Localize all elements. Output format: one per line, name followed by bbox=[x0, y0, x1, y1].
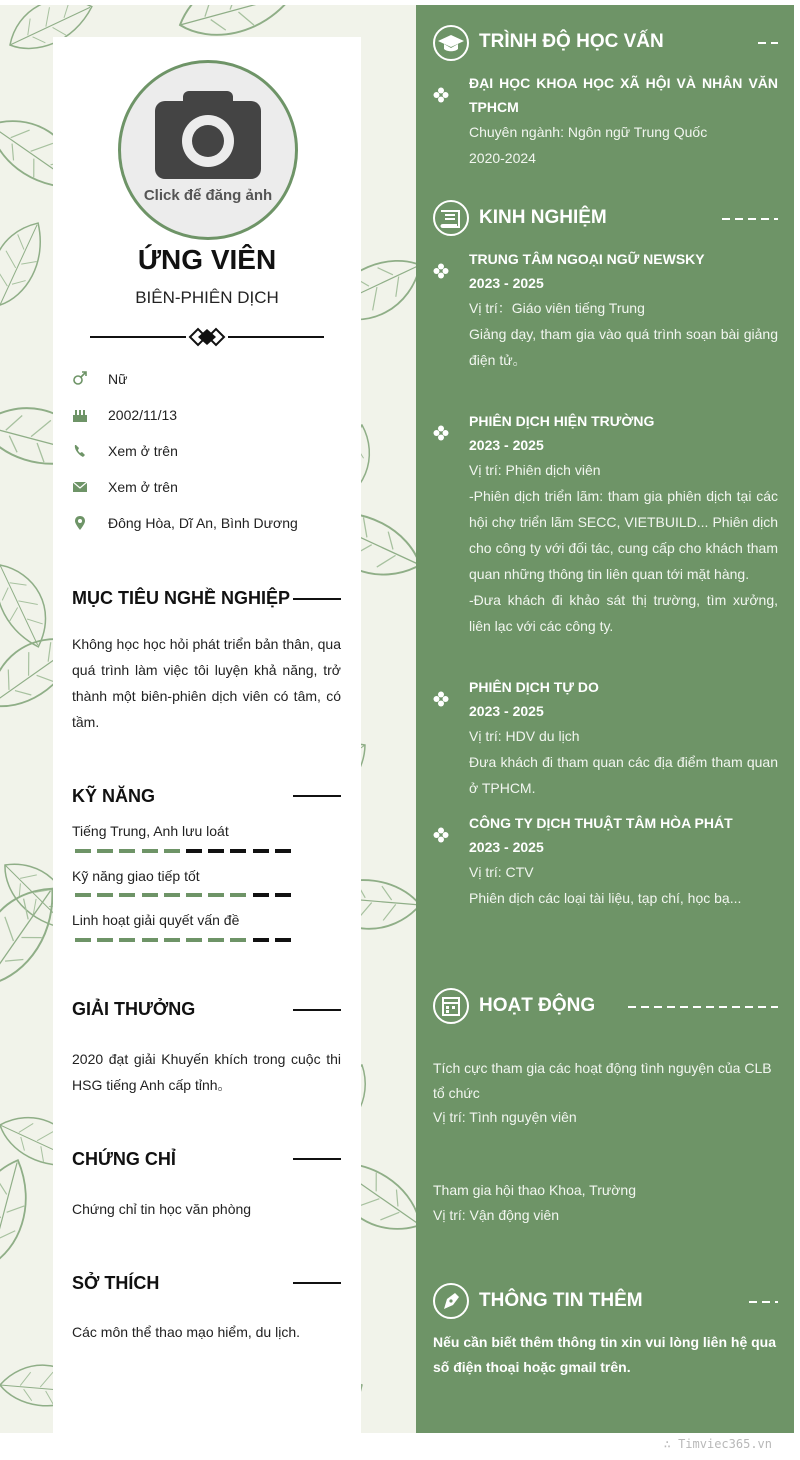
skill-segment bbox=[275, 938, 291, 942]
footer-brand-text: Timviec365.vn bbox=[678, 1437, 772, 1451]
skill-segment bbox=[142, 938, 158, 942]
exp-position: Vị trí: CTV bbox=[469, 864, 534, 880]
exp-period: 2023 - 2025 bbox=[469, 703, 544, 719]
flower-bullet-icon bbox=[433, 87, 449, 103]
skill-segment bbox=[275, 849, 291, 853]
exp-position: Vị trí：Giáo viên tiếng Trung bbox=[469, 300, 645, 316]
exp-company: PHIÊN DỊCH HIỆN TRƯỜNG bbox=[469, 413, 655, 429]
education-title: TRÌNH ĐỘ HỌC VẤN bbox=[479, 31, 664, 52]
skill-bar bbox=[75, 849, 297, 853]
experience-icon-circle bbox=[433, 200, 469, 236]
skill-segment bbox=[119, 849, 135, 853]
address-value: Đông Hòa, Dĩ An, Bình Dương bbox=[108, 515, 298, 531]
more-info-icon-circle bbox=[433, 1283, 469, 1319]
flower-bullet-icon bbox=[433, 827, 449, 843]
activity-text: Tham gia hội thao Khoa, Trường bbox=[433, 1182, 636, 1198]
education-school: ĐẠI HỌC KHOA HỌC XÃ HỘI VÀ NHÂN VĂN TPHCM bbox=[469, 75, 778, 115]
flower-bullet-icon bbox=[433, 425, 449, 441]
skill-segment bbox=[230, 849, 246, 853]
info-phone bbox=[72, 442, 362, 462]
skill-segment bbox=[75, 893, 91, 897]
email-value: Xem ở trên bbox=[108, 479, 178, 495]
exp-position: Vị trí: Phiên dịch viên bbox=[469, 462, 601, 478]
skill-segment bbox=[164, 938, 180, 942]
skill-segment bbox=[97, 849, 113, 853]
birthday-cake-icon bbox=[72, 407, 88, 423]
skill-segment bbox=[119, 938, 135, 942]
skill-label: Kỹ năng giao tiếp tốt bbox=[72, 868, 200, 884]
info-birthday bbox=[72, 406, 362, 426]
skill-segment bbox=[75, 938, 91, 942]
certificates-title: CHỨNG CHỈ bbox=[72, 1149, 176, 1169]
divider-ornament bbox=[90, 326, 324, 348]
skill-segment bbox=[97, 938, 113, 942]
skill-bar bbox=[75, 893, 297, 897]
skill-label: Tiếng Trung, Anh lưu loát bbox=[72, 823, 229, 839]
exp-description-2: -Đưa khách đi khảo sát thị trường, tìm xưởng, liên lạc với các công ty. bbox=[469, 592, 778, 634]
candidate-name: ỨNG VIÊN bbox=[137, 244, 277, 275]
skill-segment bbox=[142, 849, 158, 853]
skill-bar bbox=[75, 938, 297, 942]
exp-period: 2023 - 2025 bbox=[469, 437, 544, 453]
certificates-text: Chứng chỉ tin học văn phòng bbox=[72, 1201, 252, 1217]
phone-value: Xem ở trên bbox=[108, 443, 178, 459]
exp-position: Vị trí: HDV du lịch bbox=[469, 728, 580, 744]
education-dash bbox=[758, 42, 778, 44]
skill-segment bbox=[208, 849, 224, 853]
education-icon-circle bbox=[433, 25, 469, 61]
exp-company: TRUNG TÂM NGOẠI NGỮ NEWSKY bbox=[469, 251, 705, 267]
awards-text: 2020 đạt giải Khuyến khích trong cuộc thi HSG tiếng Anh cấp tỉnh。 bbox=[72, 1051, 341, 1093]
skill-segment bbox=[75, 849, 91, 853]
exp-description: -Phiên dịch triển lãm: tham gia phiên dịch tại các hội chợ triển lãm SECC, VIETBUILD... Phiên dịch cho công ty với đối tác, cung cấp cho khách tham quan những thông tin liên quan tới mặt hàng. bbox=[469, 488, 778, 582]
activity-position: Vị trí: Vận động viên bbox=[433, 1207, 560, 1223]
activities-title: HOẠT ĐỘNG bbox=[479, 995, 596, 1016]
skill-segment bbox=[253, 938, 269, 942]
avatar-upload[interactable] bbox=[118, 60, 298, 240]
skill-segment bbox=[208, 938, 224, 942]
skill-segment bbox=[164, 849, 180, 853]
activities-dash bbox=[628, 1006, 778, 1008]
objective-title: MỤC TIÊU NGHỀ NGHIỆP bbox=[72, 588, 291, 608]
flower-bullet-icon bbox=[433, 263, 449, 279]
skill-segment bbox=[186, 938, 202, 942]
skill-segment bbox=[142, 893, 158, 897]
exp-company: CÔNG TY DỊCH THUẬT TÂM HÒA PHÁT bbox=[469, 815, 733, 831]
hobbies-text: Các môn thể thao mạo hiểm, du lịch. bbox=[72, 1324, 301, 1340]
job-title: BIÊN-PHIÊN DỊCH bbox=[135, 288, 279, 307]
info-email bbox=[72, 478, 362, 498]
birthday-value: 2002/11/13 bbox=[108, 407, 178, 423]
more-info-title: THÔNG TIN THÊM bbox=[479, 1290, 643, 1311]
camera-icon bbox=[155, 87, 261, 179]
skill-segment bbox=[186, 849, 202, 853]
activities-icon-circle bbox=[433, 988, 469, 1024]
education-years: 2020-2024 bbox=[469, 150, 536, 166]
gender-icon bbox=[72, 371, 88, 387]
book-icon bbox=[435, 202, 467, 234]
experience-title: KINH NGHIỆM bbox=[479, 207, 607, 228]
experience-dash bbox=[722, 218, 778, 220]
skill-segment bbox=[275, 893, 291, 897]
skill-segment bbox=[186, 893, 202, 897]
map-pin-icon bbox=[72, 515, 88, 531]
exp-company: PHIÊN DỊCH TỰ DO bbox=[469, 679, 599, 695]
hobbies-title: SỞ THÍCH bbox=[72, 1273, 160, 1293]
gender-value: Nữ bbox=[108, 371, 128, 387]
awards-line bbox=[293, 1009, 341, 1011]
exp-description: Phiên dịch các loại tài liệu, tạp chí, học bạ... bbox=[469, 890, 742, 906]
more-info-text: Nếu cần biết thêm thông tin xin vui lòng liên hệ qua số điện thoại hoặc gmail trên. bbox=[433, 1334, 777, 1375]
calendar-icon bbox=[435, 990, 467, 1022]
avatar-caption: Click để đăng ảnh bbox=[143, 187, 273, 204]
more-info-dash bbox=[749, 1301, 778, 1303]
phone-icon bbox=[72, 443, 88, 459]
info-address bbox=[72, 514, 362, 534]
skill-segment bbox=[230, 938, 246, 942]
exp-period: 2023 - 2025 bbox=[469, 275, 544, 291]
flower-bullet-icon bbox=[433, 691, 449, 707]
skill-segment bbox=[253, 849, 269, 853]
graduation-cap-icon bbox=[435, 27, 467, 59]
activity-text: Tích cực tham gia các hoạt động tình nguyện của CLB tổ chức bbox=[433, 1060, 772, 1101]
skills-line bbox=[293, 795, 341, 797]
skill-segment bbox=[119, 893, 135, 897]
skill-label: Linh hoạt giải quyết vấn đề bbox=[72, 912, 240, 928]
skills-title: KỸ NĂNG bbox=[72, 786, 156, 806]
education-major: Chuyên ngành: Ngôn ngữ Trung Quốc bbox=[469, 124, 708, 140]
awards-title: GIẢI THƯỞNG bbox=[72, 999, 196, 1019]
info-gender bbox=[72, 370, 362, 390]
pen-nib-icon bbox=[435, 1285, 467, 1317]
skill-segment bbox=[253, 893, 269, 897]
activity-position: Vị trí: Tình nguyện viên bbox=[433, 1109, 577, 1125]
envelope-icon bbox=[72, 479, 88, 495]
footer-brand[interactable]: ∴ Timviec365.vn bbox=[663, 1437, 772, 1451]
exp-description: Đưa khách đi tham quan các địa điểm tham quan ở TPHCM. bbox=[469, 754, 778, 796]
hobbies-line bbox=[293, 1282, 341, 1284]
objective-text: Không học học hỏi phát triển bản thân, qua quá trình làm việc tôi luyện khả năng, trở thành một biên-phiên dịch viên có tâm, có tầm. bbox=[72, 636, 341, 730]
certificates-line bbox=[293, 1158, 341, 1160]
skill-segment bbox=[208, 893, 224, 897]
exp-description: Giảng dạy, tham gia vào quá trình soạn bài giảng điện tử。 bbox=[469, 326, 778, 368]
skill-segment bbox=[230, 893, 246, 897]
exp-period: 2023 - 2025 bbox=[469, 839, 544, 855]
skill-segment bbox=[97, 893, 113, 897]
objective-line bbox=[293, 598, 341, 600]
skill-segment bbox=[164, 893, 180, 897]
